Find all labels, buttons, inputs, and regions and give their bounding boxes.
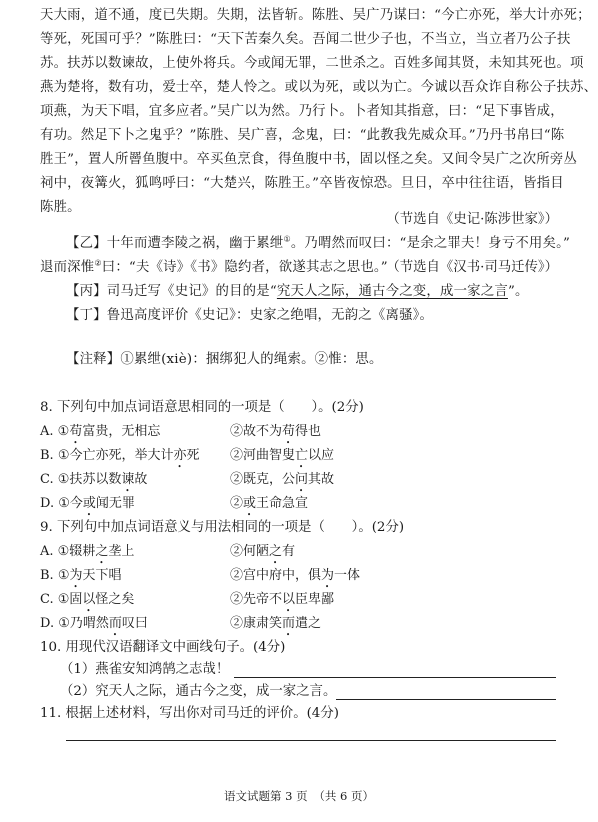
q8-option-a-2 [230,422,321,447]
opt-text: 一体 [334,568,361,583]
opt-text: ②先帝不 [230,592,283,607]
opt-text: C. ①固 [40,592,83,607]
opt-text: 王命急宣 [256,496,309,511]
passage-bing [66,282,560,302]
passage-jia-line-7: 胜王”，置人所罾鱼腹中。卒买鱼烹食，得鱼腹中书，固以怪之矣。又间令吴广之次所旁丛 [40,152,578,167]
opt-text: 以应 [308,448,335,463]
passage-jia-line-1: 天大雨，道不通，度已失期。失期，法皆斩。陈胜、吴广乃谋曰：“今亡亦死，举大计亦死； [40,8,591,23]
q10-answer-line-1[interactable] [234,677,556,678]
opt-text: ② [230,496,244,511]
dotted-word: 之 [95,544,109,559]
opt-text: 故 [134,472,148,487]
passage-bing-post: ”。 [507,284,529,299]
passage-jia-line-6: 有功。然足下卜之鬼乎？”陈胜、吴广喜，念鬼，曰：“此教我先威众耳。”乃丹书帛曰“陈 [40,128,565,143]
passage-jia-line-9: 陈胜。 [40,200,81,215]
passage-yi-line2-post: 曰：“夫《诗》《书》隐约者，欲遂其志之思也。” [101,260,388,275]
q11-answer-line[interactable] [66,740,556,741]
q9-option-b-2 [230,566,360,591]
opt-text: 垄上 [108,544,135,559]
q10-answer-line-2[interactable] [336,699,556,700]
dotted-word: 问 [295,472,309,487]
passage-jia-line-4: 燕为楚将，数有功，爱士卒，楚人怜之。或以为死，或以为亡。今诚以吾众诈自称公子扶苏、 [40,80,598,95]
passage-yi-line-1 [66,234,571,254]
q9-option-a-2 [230,542,295,567]
q8-option-c-2 [230,470,334,495]
dotted-word: 或 [243,496,257,511]
q8-option-a-1 [40,422,160,447]
opt-text: D. ①今 [40,496,83,511]
opt-text: 叹曰 [121,616,148,631]
dotted-word: 为 [321,568,335,583]
opt-text: ②河曲智叟 [230,448,296,463]
passage-yi-source: （节选自《汉书·司马迁传》） [386,260,558,275]
note-mark-2: ② [94,258,102,268]
q8-option-b-2 [230,446,334,471]
q9-option-c-1 [40,590,134,615]
q8-option-c-1 [40,470,147,495]
dotted-word: 苟 [69,424,83,439]
q9-option-c-2 [230,590,334,615]
passage-yi-line2-pre: 退而深惟 [40,260,95,275]
opt-text: ②康肃笑 [230,616,283,631]
dotted-word: 以 [282,592,296,607]
q8-option-b-1 [40,446,200,471]
opt-text: B. ① [40,568,70,583]
dotted-word: 或 [82,496,96,511]
passage-ding: 【丁】鲁迅高度评价《史记》：史家之绝唱，无韵之《离骚》。 [66,308,434,323]
dotted-word: 而 [282,616,296,631]
passage-jia-line-2: 等死，死国可乎？”陈胜曰：“天下苦秦久矣。吾闻二世少子也，不当立，当立者乃公子扶 [40,32,571,47]
q10-item-1: （1）燕雀安知鸿鹄之志哉！ [60,662,230,677]
q8-option-d-2 [230,494,308,519]
dotted-word: 以 [82,592,96,607]
opt-text: 闻无罪 [95,496,135,511]
opt-text: D. ①乃喟然 [40,616,109,631]
note-mark-1: ① [283,234,291,244]
q9-stem: 9. 下列句中加点词语意义与用法相同的一项是（ ）。(2分) [40,520,405,535]
dotted-word: 为 [69,568,83,583]
opt-text: ②既克，公 [230,472,296,487]
passage-bing-pre: 【丙】司马迁写《史记》的目的是“ [66,284,277,299]
opt-text: A. ①辍耕 [40,544,96,559]
opt-text: 其故 [308,472,335,487]
q9-option-b-1 [40,566,122,591]
passage-jia-source: （节选自《史记·陈涉世家》） [386,212,558,227]
dotted-word: 而 [108,616,122,631]
opt-text: ②何陋 [230,544,270,559]
opt-text: 天下唱 [82,568,122,583]
passage-bing-underlined: 究天人之际，通古今之变，成一家之言 [276,284,508,299]
passage-jia-line-8: 祠中，夜篝火，狐鸣呼曰：“大楚兴，陈胜王。”卒皆夜惊恐。旦日，卒中往往语，皆指目 [40,176,564,191]
passage-jia-line-5: 项燕，为天下唱，宜多应者。”吴广以为然。乃行卜。卜者知其指意，曰：“足下事皆成， [40,104,564,119]
opt-text: A. ① [40,424,70,439]
opt-text: 怪之矣 [95,592,135,607]
opt-text: ②故不为 [230,424,283,439]
passage-yi-line1-pre: 【乙】十年而遭李陵之祸，幽于累绁 [66,236,284,251]
dotted-word: 之 [269,544,283,559]
dotted-word: 苟 [282,424,296,439]
opt-text: 遣之 [295,616,322,631]
opt-text: B. ①今亡亦死，举大计 [40,448,174,463]
opt-text: 富贵，无相忘 [82,424,161,439]
q11-stem: 11. 根据上述材料，写出你对司马迁的评价。(4分) [40,706,339,721]
opt-text: ②宫中府中，俱 [230,568,322,583]
passage-yi-line1-post: 。乃喟然而叹曰：“是余之罪夫！身亏不用矣。” [290,236,571,251]
opt-text: 臣卑鄙 [295,592,335,607]
q10-item-2: （2）究天人之际，通古今之变，成一家之言。 [60,684,337,699]
dotted-word: 亡 [295,448,309,463]
q9-option-d-1 [40,614,148,639]
notes: 【注释】①累绁(xiè)：捆绑犯人的绳索。②惟：思。 [66,352,383,367]
q9-option-a-1 [40,542,134,567]
q8-option-d-1 [40,494,135,519]
opt-text: 有 [282,544,296,559]
q9-option-d-2 [230,614,321,639]
dotted-word: 谏 [121,472,135,487]
passage-jia-line-3: 苏。扶苏以数谏故，上使外将兵。今或闻无罪，二世杀之。百姓多闻其贤，未知其死也。项 [40,56,584,71]
opt-text: 得也 [295,424,322,439]
q10-stem: 10. 用现代汉语翻译文中画线句子。(4分) [40,640,286,655]
page-footer: 语文试题第 3 页 （共 6 页） [223,789,374,803]
dotted-word: 亦 [173,448,187,463]
opt-text: C. ①扶苏以数 [40,472,122,487]
opt-text: 死 [186,448,200,463]
q8-stem: 8. 下列句中加点词语意思相同的一项是（ ）。(2分) [40,400,364,415]
